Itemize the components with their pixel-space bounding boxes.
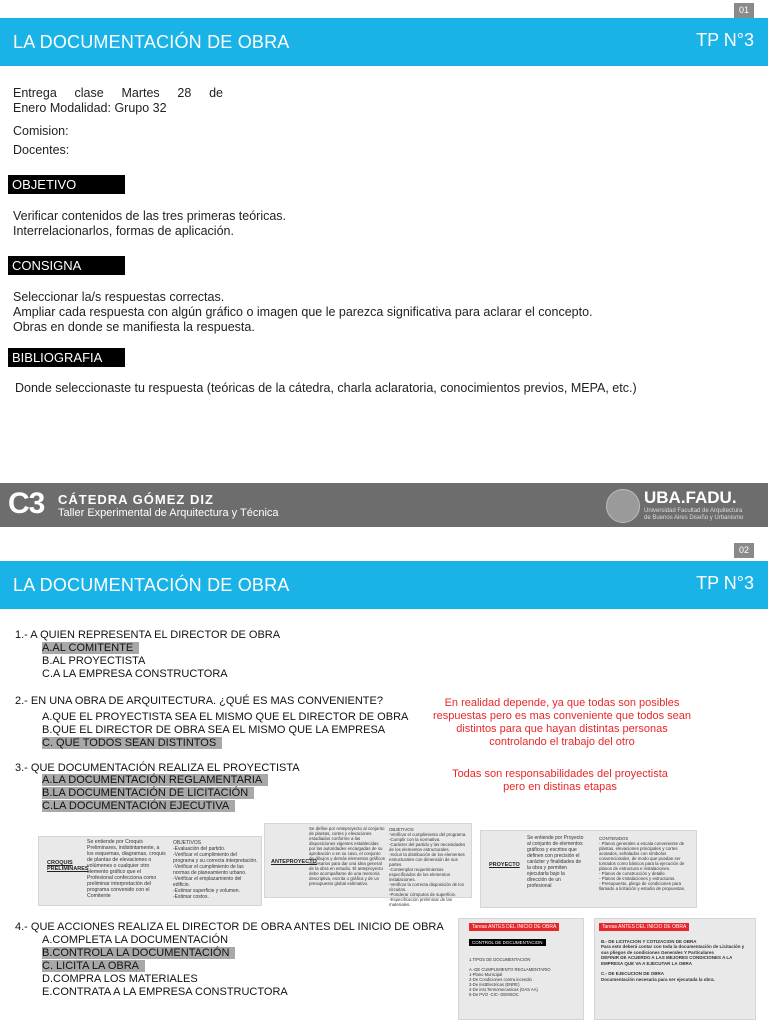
consigna-line-3: Obras en donde se manifiesta la respuesta. — [13, 320, 255, 334]
entrega-line-1: Entrega clase Martes 28 de — [13, 86, 223, 100]
anteproyecto-definition: Se define por Anteproyecto al conjunto de plantas, cortes y elevaciones estudiados conforme a las disposiciones vigentes establecidas por las autoridades encargadas de su aprobación o en su caso, el conjunto de dibujos y demás elementos gráficos necesarios para dar una idea general de la obra en estudio. El anteproyecto debe acompañarse de una memoria descriptiva, escrita o gráfica y de un presupuesto global estimativo. — [309, 826, 385, 886]
consigna-header: CONSIGNA — [8, 256, 125, 275]
objetivo-line-1: Verificar contenidos de las tres primeras teóricas. — [13, 209, 287, 223]
uba-small-line-1: Universidad Facultad de Arquitectura — [644, 508, 743, 514]
q4-thumb1-content: 1.TIPOS DE DOCUMENTACION A.-DE CUMPLIMIENTO REGLAMENTARIO 1-Plano Municipal 2-De Condiciones contra incendio 3-De instElectricas (ENRE) 4-De inst.Termomecanicas (GAS AA) 5-De PVO -CIC- DEMSOC — [469, 957, 551, 997]
objetivo-text — [13, 209, 286, 239]
proyecto-thumbnail — [480, 830, 697, 908]
catedra-logo: C3 — [8, 487, 45, 520]
q1-options — [42, 642, 228, 681]
footer-banner — [0, 483, 768, 527]
q1-option-c[interactable]: C.A LA EMPRESA CONSTRUCTORA — [42, 668, 228, 680]
catedra-name: CÁTEDRA GÓMEZ DIZ — [58, 492, 214, 507]
q4-options — [42, 934, 288, 999]
entrega-line-2: Enero Modalidad: Grupo 32 — [13, 101, 167, 115]
q4-option-e[interactable]: E.CONTRATA A LA EMPRESA CONSTRUCTORA — [42, 986, 288, 998]
consigna-line-2: Ampliar cada respuesta con algún gráfico o imagen que le parezca significativa para aclarar el concepto. — [13, 305, 593, 319]
question-1: 1.- A QUIEN REPRESENTA EL DIRECTOR DE OBRA — [15, 629, 281, 641]
q2-option-a[interactable]: A.QUE EL PROYECTISTA SEA EL MISMO QUE EL DIRECTOR DE OBRA — [42, 711, 409, 723]
bibliografia-text: Donde seleccionaste tu respuesta (teóricas de la cátedra, charla aclaratoria, conocimientos previos, MEPA, etc.) — [15, 381, 637, 395]
entrega-info — [13, 86, 223, 116]
page-title: LA DOCUMENTACIÓN DE OBRA — [13, 575, 290, 595]
croquis-objetivos: OBJETIVOS -Evaluación del partido. -Verificar el cumplimiento del programa y su correcta interpretación. -Verificar el cumplimiento de las normas de planeamiento urbano. -Verificar el emplazamiento del edificio. -Estimar superficie y volumen. -Estimar costos. — [173, 840, 258, 900]
proyecto-contenidos: CONTENIDOS - Planos generales a escala conveniente de plantas, elevaciones principales y cortes acotados, señalados con símbolos convencionales, de modo que puedan ser tomados como básicos para la ejecución de planos de estructura e instalaciones. - Planos de construcción y detalle. - Planos de instalaciones y estructuras. - Presupuesto, pliego de condiciones para llamado a licitación y estudio de propuestas. — [599, 836, 686, 891]
q3-option-a-selected[interactable]: A.LA DOCUMENTACIÓN REGLAMENTARIA — [42, 774, 268, 786]
tp-number: TP N°3 — [696, 573, 754, 593]
q2-options — [42, 711, 408, 750]
q4-thumb1-black-label: CONTROL DE DOCUMENTACION — [469, 939, 546, 946]
tp-number: TP N°3 — [696, 30, 754, 50]
croquis-label: CROQUIS PRELIMINARES — [47, 860, 89, 872]
q4-option-b-selected[interactable]: B.CONTROLA LA DOCUMENTACIÓN — [42, 947, 235, 959]
croquis-thumbnail — [38, 836, 262, 906]
question-4: 4.- QUE ACCIONES REALIZA EL DIRECTOR DE OBRA ANTES DEL INICIO DE OBRA — [15, 921, 444, 933]
anteproyecto-thumbnail — [264, 823, 472, 907]
taller-name: Taller Experimental de Arquitectura y Técnica — [58, 507, 279, 519]
q4-thumb2-content: B.- DE LICITACION Y COTIZACION DE OBRA Para esto deberá contar con toda la documentación de Licitación y sus pliegos de condiciones Generales Y Particulares DEFINIR DE ACUERDO A LAS MEJORES CONDICIONES A LA EMPRESA QUE VA A EJECUTAR LA OBRA C.- DE EJECUCION DE OBRA Documentación necesaria para ser ejecutada la obra. — [601, 939, 745, 982]
q4-thumb2-red-label: Tareas ANTES DEL INICIO DE OBRA — [599, 923, 689, 931]
uba-fadu-subtitle — [644, 508, 743, 522]
page-number-1: 01 — [734, 3, 754, 18]
q2-option-b[interactable]: B.QUE EL DIRECTOR DE OBRA SEA EL MISMO QUE LA EMPRESA — [42, 724, 386, 736]
q4-thumbnail-2 — [594, 918, 756, 1020]
uba-fadu-logo: UBA.FADU. — [644, 488, 737, 507]
objetivo-header: OBJETIVO — [8, 175, 125, 194]
q4-option-c-selected[interactable]: C. LICITA LA OBRA — [42, 960, 145, 972]
proyecto-definition: Se entiende por Proyecto al conjunto de elementos gráficos y escritos que definen con precisión el carácter y finalidades de la obra y permiten ejecutarla bajo la dirección de un profesional — [527, 835, 584, 889]
docentes-label: Docentes: — [13, 143, 70, 157]
page-title-bar-1 — [0, 18, 768, 66]
consigna-line-1: Seleccionar la/s respuestas correctas. — [13, 290, 225, 304]
q1-option-b[interactable]: B.AL PROYECTISTA — [42, 655, 146, 667]
q3-answer-note: Todas son responsabilidades del proyectista pero en distinas etapas — [452, 768, 668, 793]
anteproyecto-objetivos: OBJETIVOS -Verificar el cumplimiento del programa. -Cumplir con la normativa. -Carácter del partido y las necesidades de los elementos estructurales. -Incluir la distribución de los elementos estructurales con dimensión de sus partes. -Contemplar requerimientos especificados de los elementos instalaciones. -Verificar la correcta disposición de los circuitos. -Ponderar cómputos de superficie. -Especificación preliminar de las materiales. — [389, 827, 467, 907]
q3-option-b-selected[interactable]: B.LA DOCUMENTACIÓN DE LICITACIÓN — [42, 787, 254, 799]
page-number-2: 02 — [734, 543, 754, 558]
q4-option-d[interactable]: D.COMPRA LOS MATERIALES — [42, 973, 198, 985]
consigna-text — [13, 290, 593, 335]
q4-thumbnail-1 — [458, 918, 584, 1020]
q3-options — [42, 774, 268, 813]
q4-thumb1-red-label: Tareas ANTES DEL INICIO DE OBRA — [469, 923, 559, 931]
page-title: LA DOCUMENTACIÓN DE OBRA — [13, 32, 290, 52]
q3-option-c-selected[interactable]: C.LA DOCUMENTACIÓN EJECUTIVA — [42, 800, 235, 812]
question-2: 2.- EN UNA OBRA DE ARQUITECTURA. ¿QUÉ ES MAS CONVENIENTE? — [15, 695, 383, 707]
uba-seal-icon — [606, 489, 640, 523]
q4-option-a[interactable]: A.COMPLETA LA DOCUMENTACIÓN — [42, 934, 229, 946]
q2-option-c-selected[interactable]: C. QUE TODOS SEAN DISTINTOS — [42, 737, 222, 749]
uba-small-line-2: de Buenos Aires Diseño y Urbanismo — [644, 515, 744, 521]
q1-option-a-selected[interactable]: A.AL COMITENTE — [42, 642, 139, 654]
comision-label: Comision: — [13, 124, 69, 138]
proyecto-label: PROYECTO — [489, 862, 520, 868]
question-3: 3.- QUE DOCUMENTACIÓN REALIZA EL PROYECTISTA — [15, 762, 300, 774]
q2-answer-note: En realidad depende, ya que todas son posibles respuestas pero es mas conveniente que todos sean distintos para que hayan distintas personas controlando el trabajo del otro — [432, 697, 692, 748]
croquis-definition: Se entiende por Croquis Preliminares, indistintamente, a los esquemas, diagramas, croquis de plantas de elevaciones o volúmenes o cualquier otro elemento gráfico que el Profesional confecciona como preliminar interpretación del programa convenido con el Comitente — [87, 839, 166, 899]
objetivo-line-2: Interrelacionarlos, formas de aplicación. — [13, 224, 234, 238]
anteproyecto-label: ANTEPROYECTO — [271, 859, 317, 865]
page-title-bar-2 — [0, 561, 768, 609]
bibliografia-header: BIBLIOGRAFIA — [8, 348, 125, 367]
